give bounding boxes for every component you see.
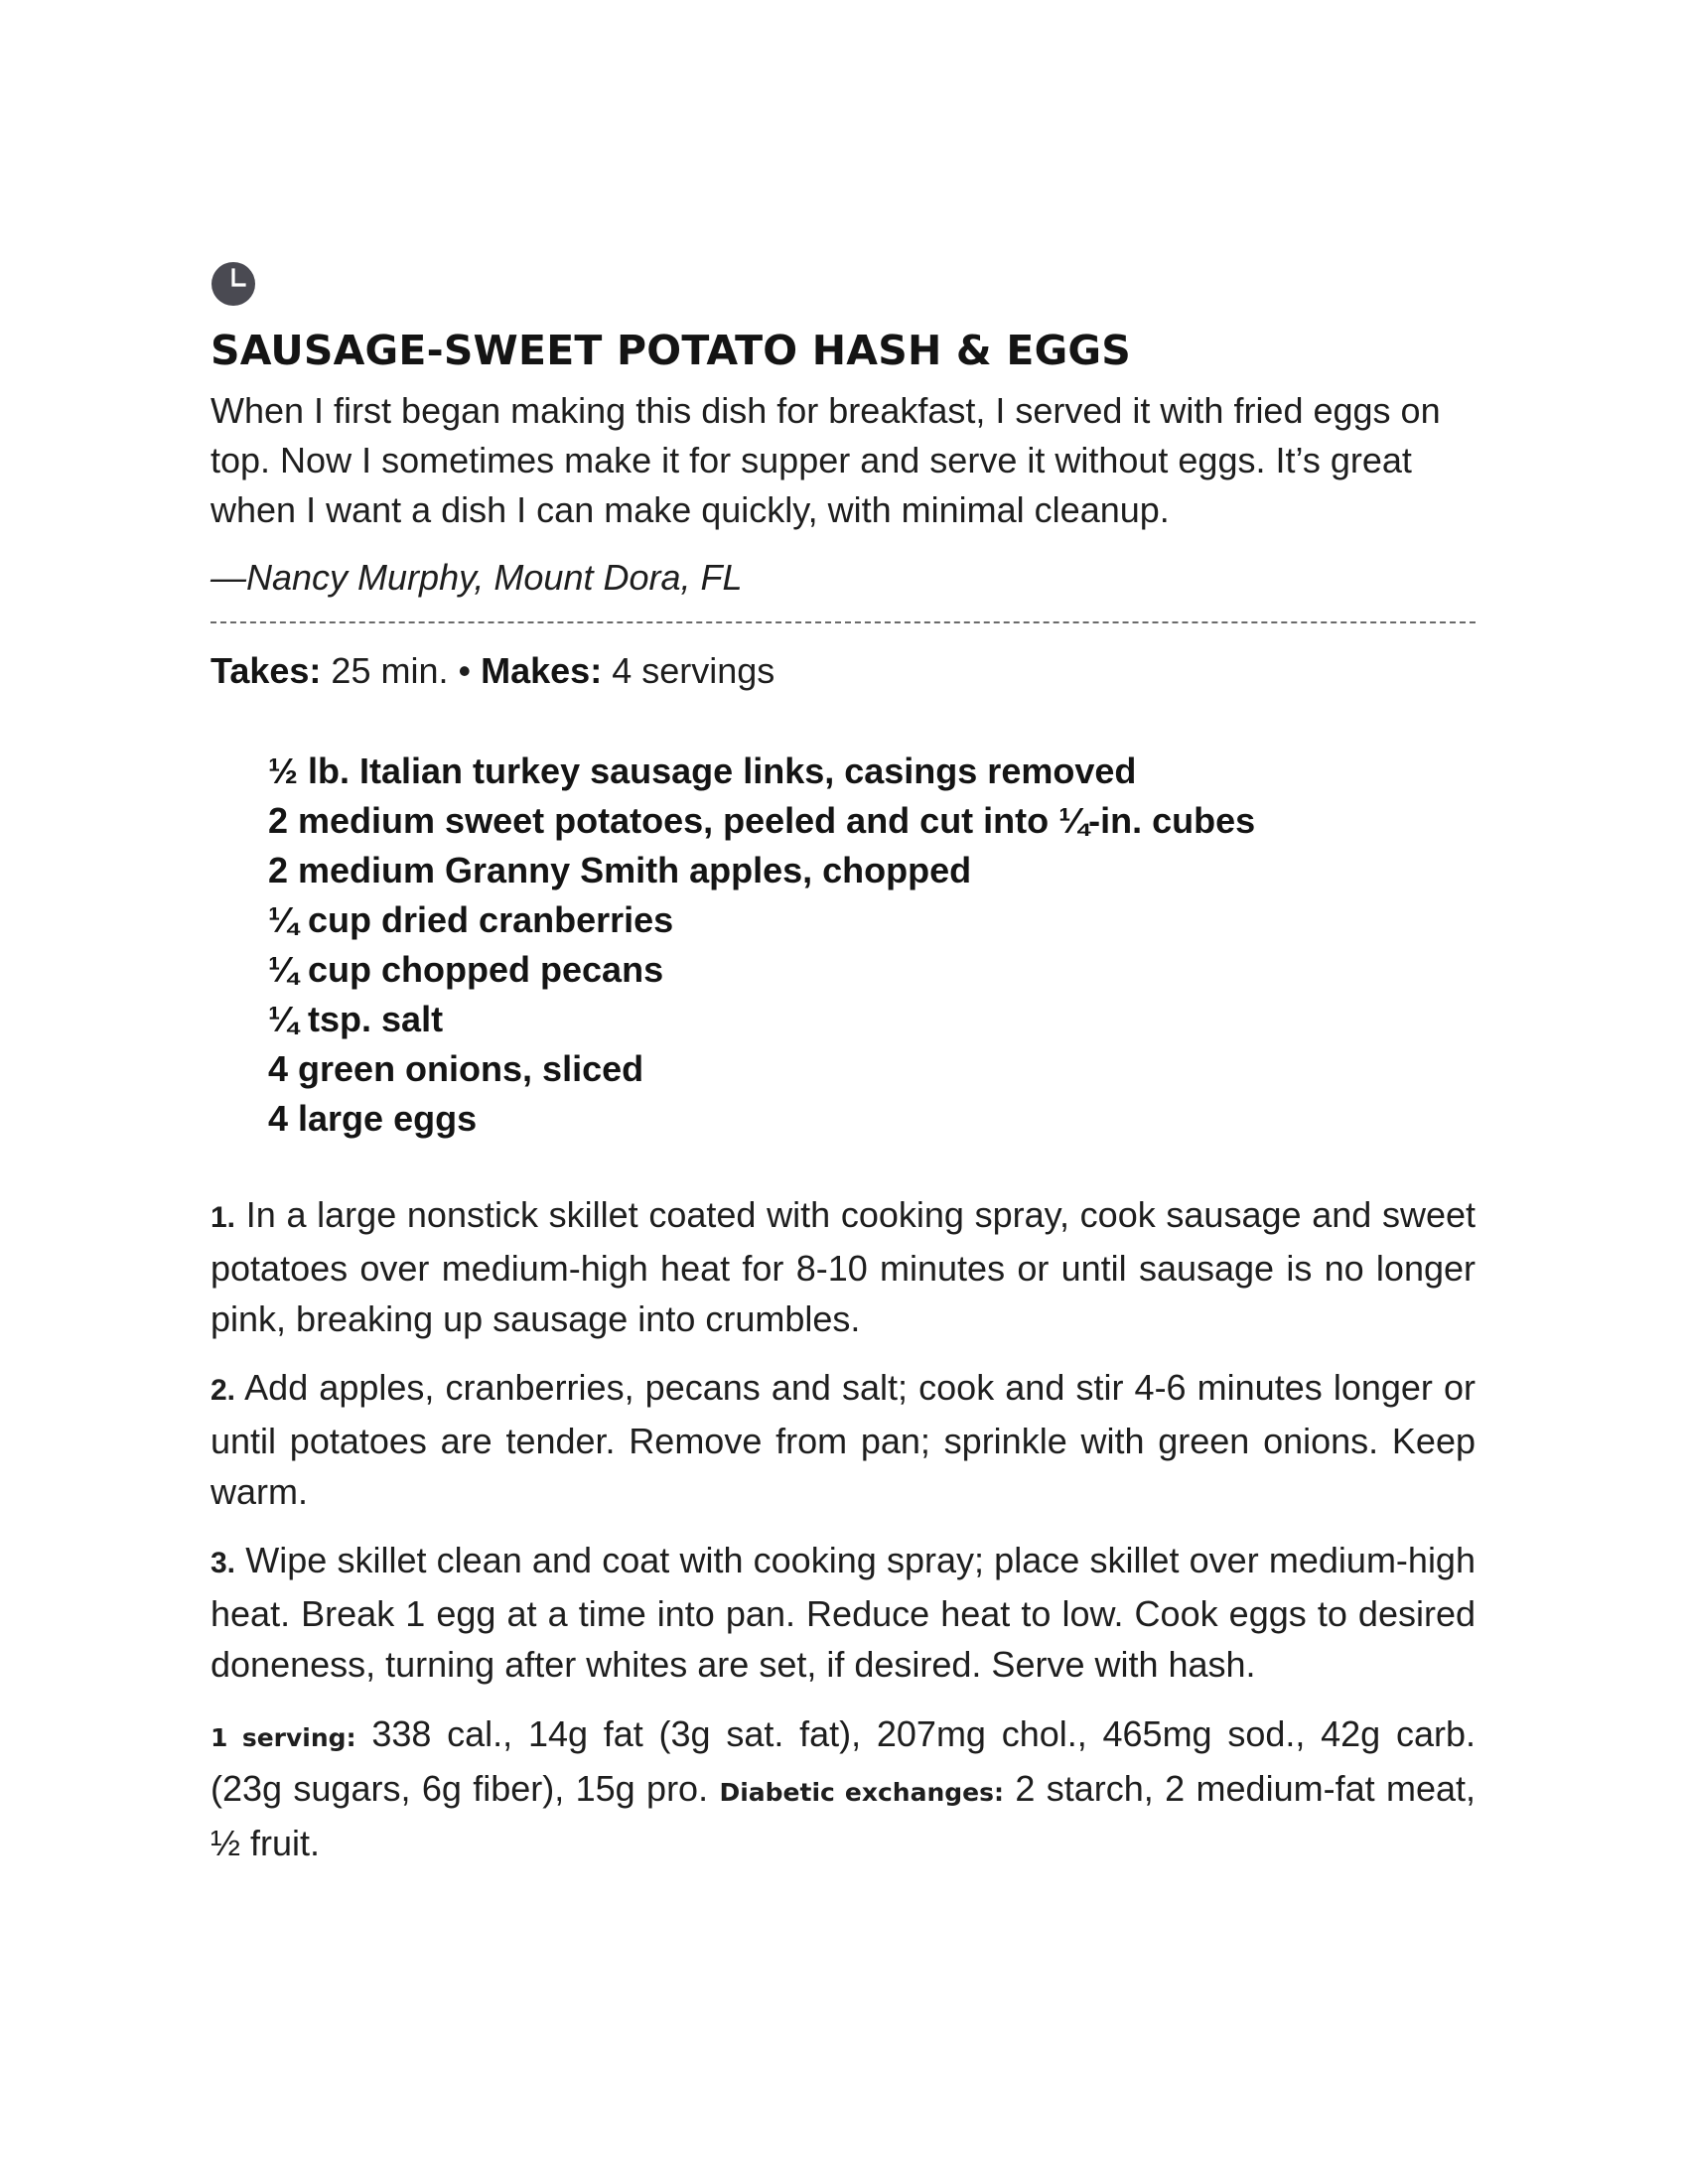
makes-label: Makes:	[481, 650, 603, 691]
recipe-meta	[211, 646, 1491, 696]
ingredient-item: 4 green onions, sliced	[268, 1048, 644, 1089]
takes-value: 25 min.	[331, 650, 449, 691]
recipe-byline: —Nancy Murphy, Mount Dora, FL	[211, 557, 743, 598]
step-number: 3.	[211, 1547, 236, 1579]
direction-step-3	[211, 1535, 1476, 1690]
makes-value: 4 servings	[612, 650, 775, 691]
exchanges-label: Diabetic exchanges:	[719, 1778, 1004, 1807]
nutrition-facts	[211, 1708, 1476, 1868]
ingredient-item: ¼ cup chopped pecans	[268, 949, 664, 990]
ingredient-item: ½ lb. Italian turkey sausage links, casings removed	[268, 751, 1137, 791]
ingredient-list	[268, 747, 1489, 1144]
serving-label: 1 serving:	[211, 1723, 356, 1752]
exchanges-text: 2 starch, 2 medium-fat meat, ½ fruit.	[211, 1768, 1476, 1863]
ingredient-item: 4 large eggs	[268, 1098, 478, 1139]
ingredient-item: ¼ tsp. salt	[268, 999, 444, 1039]
step-text: In a large nonstick skillet coated with cooking spray, cook sausage and sweet potatoes over medium-high heat for 8-10 minutes or until sausage is no longer pink, breaking up sausage into crumbles.	[211, 1194, 1476, 1339]
ingredient-item: 2 medium Granny Smith apples, chopped	[268, 850, 972, 890]
step-number: 2.	[211, 1374, 236, 1407]
ingredient-item: 2 medium sweet potatoes, peeled and cut into ¼-in. cubes	[268, 800, 1256, 841]
direction-step-2	[211, 1362, 1476, 1517]
clock-icon	[211, 261, 256, 307]
step-number: 1.	[211, 1201, 236, 1234]
recipe-title: SAUSAGE-SWEET POTATO HASH & EGGS	[211, 327, 1131, 374]
recipe-intro: When I first began making this dish for breakfast, I served it with fried eggs on top. Now I sometimes make it for supper and serve it without eggs. It’s great when I want a dish I can make quickly, with minimal cleanup.	[211, 390, 1441, 530]
direction-step-1	[211, 1189, 1476, 1344]
meta-bullet: •	[458, 650, 472, 691]
takes-label: Takes:	[211, 650, 322, 691]
serving-text: 338 cal., 14g fat (3g sat. fat), 207mg chol., 465mg sod., 42g carb. (23g sugars, 6g fiber), 15g pro.	[211, 1713, 1476, 1809]
ingredient-item: ¼ cup dried cranberries	[268, 899, 674, 940]
step-text: Add apples, cranberries, pecans and salt; cook and stir 4-6 minutes longer or until potatoes are tender. Remove from pan; sprinkle with green onions. Keep warm.	[211, 1367, 1477, 1512]
step-text: Wipe skillet clean and coat with cooking spray; place skillet over medium-high heat. Break 1 egg at a time into pan. Reduce heat to low. Cook eggs to desired doneness, turning after whites are set, if desired. Serve with hash.	[211, 1540, 1476, 1685]
dashed-divider	[211, 621, 1476, 623]
